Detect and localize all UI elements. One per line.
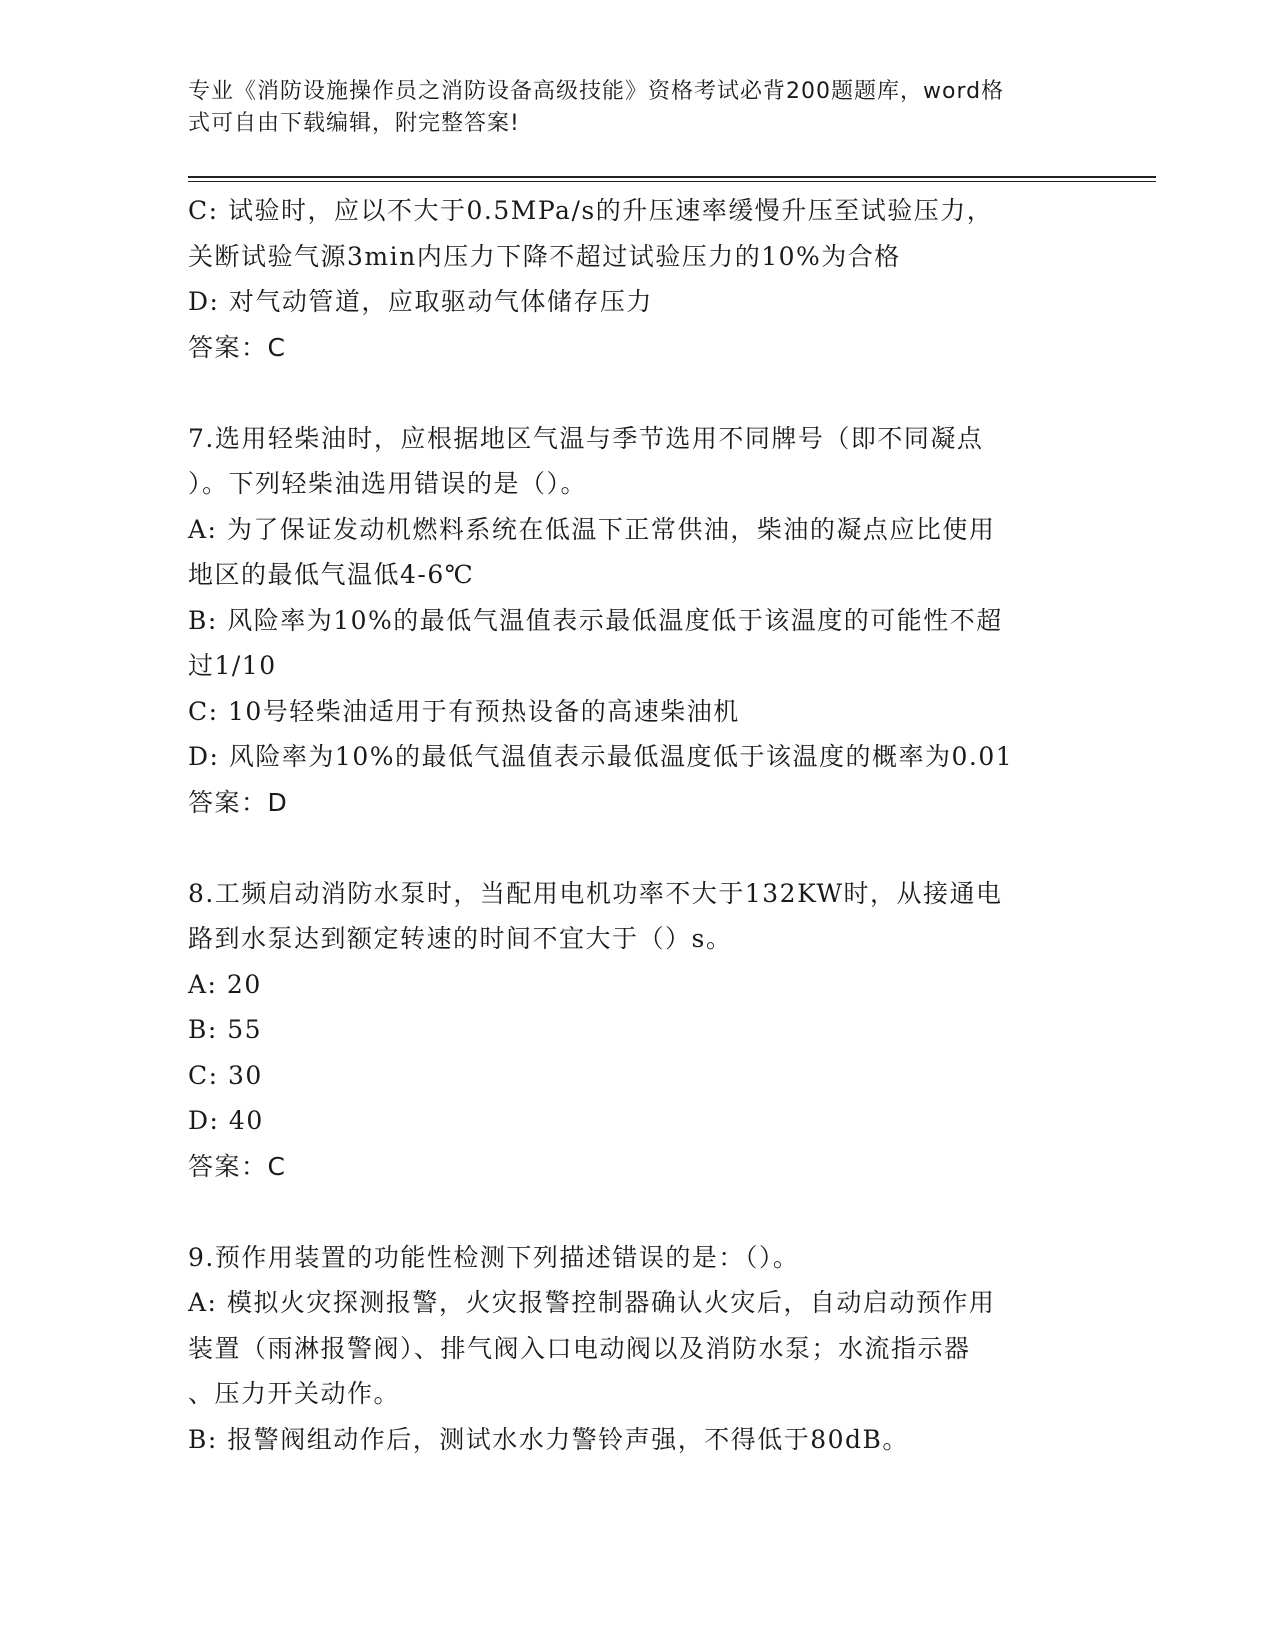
option-c: C: 30	[188, 1060, 263, 1090]
option-c: C: 10号轻柴油适用于有预热设备的高速柴油机	[188, 696, 740, 726]
option-a-line-1: A: 模拟火灾探测报警，火灾报警控制器确认火灾后，自动启动预作用	[188, 1288, 996, 1317]
spacer	[188, 370, 1088, 416]
answer: 答案：D	[188, 787, 289, 817]
question-stem-line-2: 路到水泵达到额定转速的时间不宜大于（）s。	[188, 924, 733, 953]
question-8	[188, 871, 1088, 1190]
option-c-line-1: C: 试验时，应以不大于0.5MPa/s的升压速率缓慢升压至试验压力，	[188, 196, 994, 225]
question-stem-line-2: ）。下列轻柴油选用错误的是（）。	[188, 469, 588, 498]
option-d: D: 风险率为10%的最低气温值表示最低温度低于该温度的概率为0.01	[188, 742, 1014, 771]
answer: 答案：C	[188, 332, 287, 362]
option-b: B: 55	[188, 1015, 263, 1044]
option-a-line-2: 地区的最低气温低4-6℃	[188, 560, 475, 589]
option-a: A: 20	[188, 969, 262, 999]
question-9	[188, 1235, 1088, 1463]
option-a-line-1: A: 为了保证发动机燃料系统在低温下正常供油，柴油的凝点应比使用	[188, 514, 996, 544]
option-d: D: 对气动管道，应取驱动气体储存压力	[188, 287, 653, 316]
document-body	[188, 188, 1088, 1462]
answer: 答案：C	[188, 1151, 287, 1181]
question-stem-line-1: 7.选用轻柴油时，应根据地区气温与季节选用不同牌号（即不同凝点	[188, 423, 984, 453]
question-6-continued	[188, 188, 1088, 370]
option-b: B: 报警阀组动作后，测试水水力警铃声强，不得低于80dB。	[188, 1424, 909, 1454]
header-rule-thick	[188, 176, 1156, 178]
option-a-line-2: 装置（雨淋报警阀）、排气阀入口电动阀以及消防水泵；水流指示器	[188, 1333, 971, 1363]
header-rule-thin	[188, 181, 1156, 182]
spacer	[188, 1189, 1088, 1235]
option-c-line-2: 关断试验气源3min内压力下降不超过试验压力的10%为合格	[188, 241, 901, 271]
question-stem-line-1: 8.工频启动消防水泵时，当配用电机功率不大于132KW时，从接通电	[188, 878, 1003, 908]
document-header: 专业《消防设施操作员之消防设备高级技能》资格考试必背200题题库，word格 式可自由下载编辑，附完整答案!	[188, 79, 1005, 136]
option-a-line-3: 、压力开关动作。	[188, 1379, 401, 1408]
question-stem: 9.预作用装置的功能性检测下列描述错误的是：（）。	[188, 1242, 800, 1272]
question-7	[188, 416, 1088, 826]
option-b-line-2: 过1/10	[188, 651, 277, 680]
option-b-line-1: B: 风险率为10%的最低气温值表示最低温度低于该温度的可能性不超	[188, 605, 1003, 635]
option-d: D: 40	[188, 1106, 264, 1135]
spacer	[188, 825, 1088, 871]
